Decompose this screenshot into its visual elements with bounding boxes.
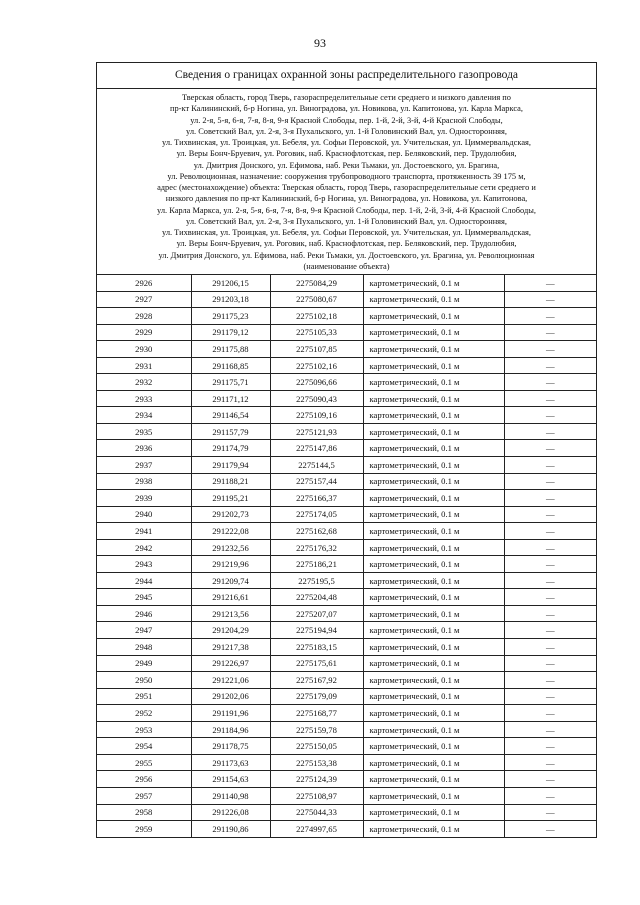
method-cell: картометрический, 0.1 м [363,705,504,722]
table-row [97,572,596,589]
point-number-cell: 2938 [97,473,191,490]
y-coordinate-cell: 2274997,65 [270,821,363,837]
point-number-cell: 2934 [97,407,191,424]
table-row [97,605,596,622]
point-number-cell: 2932 [97,374,191,391]
method-cell: картометрический, 0.1 м [363,374,504,391]
note-cell: — [504,672,596,689]
table-row [97,440,596,457]
method-cell: картометрический, 0.1 м [363,771,504,788]
note-cell: — [504,721,596,738]
description-line: ул. Веры Бонч-Бруевич, ул. Роговик, наб. Краснофлотская, пер. Беляковский, пер. Трудолюбия, [176,239,517,249]
table-row [97,308,596,325]
description-line: низкого давления по пр-кт Калининский, б-р Ногина, ул. Виноградова, ул. Новикова, ул. Капитонова, [165,194,528,204]
note-cell: — [504,457,596,474]
method-cell: картометрический, 0.1 м [363,275,504,291]
point-number-cell: 2952 [97,705,191,722]
method-cell: картометрический, 0.1 м [363,655,504,672]
x-coordinate-cell: 291216,61 [191,589,270,606]
table-row [97,291,596,308]
x-coordinate-cell: 291203,18 [191,291,270,308]
y-coordinate-cell: 2275102,18 [270,308,363,325]
table-row [97,324,596,341]
note-cell: — [504,291,596,308]
method-cell: картометрический, 0.1 м [363,324,504,341]
x-coordinate-cell: 291175,23 [191,308,270,325]
note-cell: — [504,754,596,771]
table-row [97,457,596,474]
x-coordinate-cell: 291217,38 [191,639,270,656]
table-row [97,787,596,804]
note-cell: — [504,771,596,788]
method-cell: картометрический, 0.1 м [363,291,504,308]
y-coordinate-cell: 2275044,33 [270,804,363,821]
x-coordinate-cell: 291202,73 [191,506,270,523]
note-cell: — [504,787,596,804]
y-coordinate-cell: 2275108,97 [270,787,363,804]
table-row [97,357,596,374]
note-cell: — [504,688,596,705]
note-cell: — [504,523,596,540]
note-cell: — [504,589,596,606]
y-coordinate-cell: 2275207,07 [270,605,363,622]
table-row [97,506,596,523]
note-cell: — [504,407,596,424]
description-line: ул. Дмитрия Донского, ул. Ефимова, наб. Реки Тьмаки, ул. Достоевского, ул. Брагина, [193,160,500,170]
method-cell: картометрический, 0.1 м [363,407,504,424]
x-coordinate-cell: 291179,12 [191,324,270,341]
coordinates-table [97,275,596,837]
table-row [97,738,596,755]
y-coordinate-cell: 2275107,85 [270,341,363,358]
y-coordinate-cell: 2275080,67 [270,291,363,308]
table-row [97,639,596,656]
y-coordinate-cell: 2275179,09 [270,688,363,705]
x-coordinate-cell: 291178,75 [191,738,270,755]
y-coordinate-cell: 2275175,61 [270,655,363,672]
description-line: ул. 2-я, 5-я, 6-я, 7-я, 8-я, 9-я Красной Слободы, пер. 1-й, 2-й, 3-й, 4-й Красной Слободы, [190,115,503,125]
y-coordinate-cell: 2275084,29 [270,275,363,291]
table-row [97,804,596,821]
method-cell: картометрический, 0.1 м [363,787,504,804]
x-coordinate-cell: 291179,94 [191,457,270,474]
method-cell: картометрический, 0.1 м [363,622,504,639]
y-coordinate-cell: 2275109,16 [270,407,363,424]
note-cell: — [504,324,596,341]
method-cell: картометрический, 0.1 м [363,457,504,474]
x-coordinate-cell: 291168,85 [191,357,270,374]
description-line: ул. Тихвинская, ул. Троицкая, ул. Бебеля, ул. Софьи Перовской, ул. Учительская, ул. Циммервальдская, [162,138,531,147]
point-number-cell: 2946 [97,605,191,622]
point-number-cell: 2930 [97,341,191,358]
method-cell: картометрический, 0.1 м [363,341,504,358]
x-coordinate-cell: 291221,06 [191,672,270,689]
method-cell: картометрический, 0.1 м [363,308,504,325]
point-number-cell: 2949 [97,655,191,672]
point-number-cell: 2947 [97,622,191,639]
point-number-cell: 2940 [97,506,191,523]
x-coordinate-cell: 291146,54 [191,407,270,424]
note-cell: — [504,639,596,656]
y-coordinate-cell: 2275102,16 [270,357,363,374]
description-line: ул. Дмитрия Донского, ул. Ефимова, наб. Реки Тьмаки, ул. Достоевского, ул. Брагина, ул. Революционная [158,250,535,260]
method-cell: картометрический, 0.1 м [363,821,504,837]
x-coordinate-cell: 291222,08 [191,523,270,540]
y-coordinate-cell: 2275194,94 [270,622,363,639]
method-cell: картометрический, 0.1 м [363,721,504,738]
method-cell: картометрический, 0.1 м [363,523,504,540]
method-cell: картометрический, 0.1 м [363,473,504,490]
note-cell: — [504,275,596,291]
x-coordinate-cell: 291226,08 [191,804,270,821]
point-number-cell: 2926 [97,275,191,291]
note-cell: — [504,705,596,722]
y-coordinate-cell: 2275204,48 [270,589,363,606]
method-cell: картометрический, 0.1 м [363,390,504,407]
x-coordinate-cell: 291184,96 [191,721,270,738]
x-coordinate-cell: 291213,56 [191,605,270,622]
y-coordinate-cell: 2275162,68 [270,523,363,540]
description-line: ул. Советский Вал, ул. 2-я, 3-я Пухальского, ул. 1-й Головинский Вал, ул. Односторонняя, [186,126,507,136]
boundary-table-frame [96,62,597,838]
point-number-cell: 2943 [97,556,191,573]
method-cell: картометрический, 0.1 м [363,357,504,374]
point-number-cell: 2948 [97,639,191,656]
table-row [97,622,596,639]
point-number-cell: 2931 [97,357,191,374]
note-cell: — [504,572,596,589]
table-row [97,490,596,507]
table-row [97,275,596,291]
y-coordinate-cell: 2275105,33 [270,324,363,341]
method-cell: картометрический, 0.1 м [363,539,504,556]
description-line: ул. Карла Маркса, ул. 2-я, 5-я, 6-я, 7-я, 8-я, 9-я Красной Слободы, пер. 1-й, 2-й, 3-й, 4-й Красной Слободы, [157,205,536,215]
y-coordinate-cell: 2275168,77 [270,705,363,722]
x-coordinate-cell: 291174,79 [191,440,270,457]
note-cell: — [504,341,596,358]
point-number-cell: 2944 [97,572,191,589]
method-cell: картометрический, 0.1 м [363,672,504,689]
description-line: пр-кт Калининский, б-р Ногина, ул. Виноградова, ул. Новикова, ул. Капитонова, ул. Карла Маркса, [170,104,523,114]
x-coordinate-cell: 291206,15 [191,275,270,291]
point-number-cell: 2957 [97,787,191,804]
y-coordinate-cell: 2275157,44 [270,473,363,490]
table-row [97,655,596,672]
y-coordinate-cell: 2275090,43 [270,390,363,407]
point-number-cell: 2950 [97,672,191,689]
y-coordinate-cell: 2275167,92 [270,672,363,689]
table-row [97,539,596,556]
point-number-cell: 2941 [97,523,191,540]
y-coordinate-cell: 2275121,93 [270,423,363,440]
table-row [97,688,596,705]
method-cell: картометрический, 0.1 м [363,556,504,573]
x-coordinate-cell: 291209,74 [191,572,270,589]
y-coordinate-cell: 2275147,86 [270,440,363,457]
y-coordinate-cell: 2275144,5 [270,457,363,474]
y-coordinate-cell: 2275195,5 [270,572,363,589]
x-coordinate-cell: 291171,12 [191,390,270,407]
note-cell: — [504,440,596,457]
point-number-cell: 2956 [97,771,191,788]
x-coordinate-cell: 291226,97 [191,655,270,672]
x-coordinate-cell: 291173,63 [191,754,270,771]
description-line: Тверская область, город Тверь, газораспределительные сети среднего и низкого давления по [182,93,511,102]
note-cell: — [504,556,596,573]
note-cell: — [504,506,596,523]
method-cell: картометрический, 0.1 м [363,688,504,705]
y-coordinate-cell: 2275159,78 [270,721,363,738]
table-row [97,821,596,837]
object-description [97,89,596,275]
table-row [97,473,596,490]
method-cell: картометрический, 0.1 м [363,506,504,523]
table-row [97,390,596,407]
x-coordinate-cell: 291232,56 [191,539,270,556]
description-line: адрес (местонахождение) объекта: Тверская область, город Тверь, газораспределительные сети среднего и [157,183,536,192]
method-cell: картометрический, 0.1 м [363,589,504,606]
x-coordinate-cell: 291202,06 [191,688,270,705]
method-cell: картометрический, 0.1 м [363,490,504,507]
note-cell: — [504,357,596,374]
x-coordinate-cell: 291219,96 [191,556,270,573]
note-cell: — [504,423,596,440]
point-number-cell: 2939 [97,490,191,507]
method-cell: картометрический, 0.1 м [363,754,504,771]
table-row [97,672,596,689]
note-cell: — [504,655,596,672]
x-coordinate-cell: 291157,79 [191,423,270,440]
description-line: (наименование объекта) [303,261,390,271]
table-row [97,771,596,788]
point-number-cell: 2936 [97,440,191,457]
table-row [97,556,596,573]
method-cell: картометрический, 0.1 м [363,572,504,589]
note-cell: — [504,821,596,837]
y-coordinate-cell: 2275166,37 [270,490,363,507]
y-coordinate-cell: 2275153,38 [270,754,363,771]
document-title: Сведения о границах охранной зоны распределительного газопровода [97,63,596,89]
table-row [97,754,596,771]
y-coordinate-cell: 2275183,15 [270,639,363,656]
page-number: 93 [314,36,326,50]
description-line: ул. Советский Вал, ул. 2-я, 3-я Пухальского, ул. 1-й Головинский Вал, ул. Односторонняя, [186,216,507,226]
point-number-cell: 2954 [97,738,191,755]
y-coordinate-cell: 2275124,39 [270,771,363,788]
table-row [97,705,596,722]
point-number-cell: 2953 [97,721,191,738]
method-cell: картометрический, 0.1 м [363,440,504,457]
point-number-cell: 2927 [97,291,191,308]
note-cell: — [504,738,596,755]
point-number-cell: 2933 [97,390,191,407]
table-row [97,374,596,391]
x-coordinate-cell: 291140,98 [191,787,270,804]
point-number-cell: 2929 [97,324,191,341]
note-cell: — [504,308,596,325]
description-line: ул. Веры Бонч-Бруевич, ул. Роговик, наб. Краснофлотская, пер. Беляковский, пер. Трудолюбия, [176,149,517,159]
point-number-cell: 2958 [97,804,191,821]
y-coordinate-cell: 2275150,05 [270,738,363,755]
method-cell: картометрический, 0.1 м [363,639,504,656]
table-row [97,341,596,358]
description-line: ул. Революционная, назначение: сооружения трубопроводного транспорта, протяженность 39 175 м, [167,171,526,181]
x-coordinate-cell: 291195,21 [191,490,270,507]
method-cell: картометрический, 0.1 м [363,605,504,622]
x-coordinate-cell: 291204,29 [191,622,270,639]
note-cell: — [504,490,596,507]
note-cell: — [504,622,596,639]
x-coordinate-cell: 291175,71 [191,374,270,391]
y-coordinate-cell: 2275176,32 [270,539,363,556]
note-cell: — [504,539,596,556]
method-cell: картометрический, 0.1 м [363,804,504,821]
table-row [97,423,596,440]
x-coordinate-cell: 291188,21 [191,473,270,490]
table-row [97,523,596,540]
description-line: ул. Тихвинская, ул. Троицкая, ул. Бебеля, ул. Софьи Перовской, ул. Учительская, ул. Циммервальдская, [162,228,531,237]
x-coordinate-cell: 291154,63 [191,771,270,788]
note-cell: — [504,473,596,490]
note-cell: — [504,605,596,622]
point-number-cell: 2935 [97,423,191,440]
x-coordinate-cell: 291191,96 [191,705,270,722]
x-coordinate-cell: 291190,86 [191,821,270,837]
y-coordinate-cell: 2275096,66 [270,374,363,391]
y-coordinate-cell: 2275174,05 [270,506,363,523]
note-cell: — [504,804,596,821]
point-number-cell: 2942 [97,539,191,556]
x-coordinate-cell: 291175,88 [191,341,270,358]
note-cell: — [504,374,596,391]
table-row [97,407,596,424]
method-cell: картометрический, 0.1 м [363,738,504,755]
method-cell: картометрический, 0.1 м [363,423,504,440]
note-cell: — [504,390,596,407]
point-number-cell: 2959 [97,821,191,837]
point-number-cell: 2937 [97,457,191,474]
point-number-cell: 2928 [97,308,191,325]
y-coordinate-cell: 2275186,21 [270,556,363,573]
table-row [97,721,596,738]
point-number-cell: 2955 [97,754,191,771]
point-number-cell: 2945 [97,589,191,606]
point-number-cell: 2951 [97,688,191,705]
table-row [97,589,596,606]
